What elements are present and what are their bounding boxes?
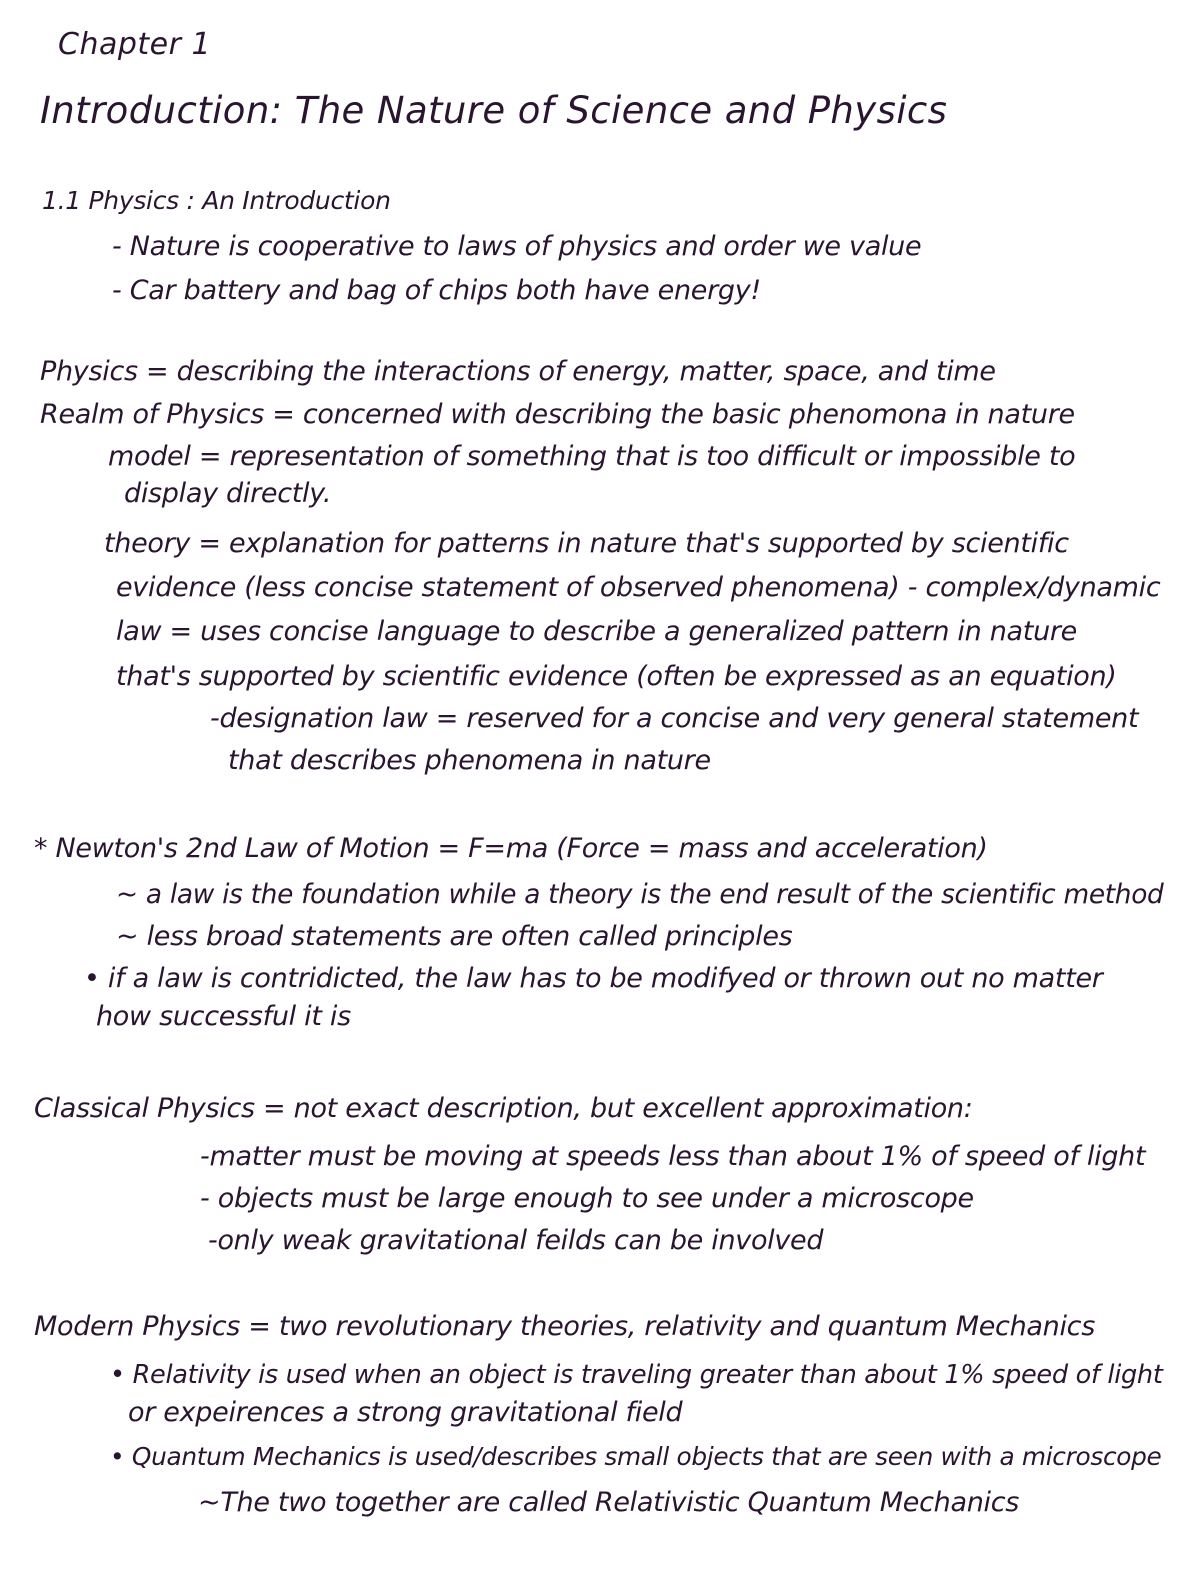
list-item: -matter must be moving at speeds less than about 1% of speed of light [200, 1141, 1146, 1172]
list-item: - Car battery and bag of chips both have energy! [112, 275, 761, 306]
definition-realm: Realm of Physics = concerned with describing the basic phenomona in nature [40, 399, 1075, 430]
classical-physics: Classical Physics = not exact description, but excellent approximation: [34, 1093, 973, 1124]
modern-physics: Modern Physics = two revolutionary theories, relativity and quantum Mechanics [34, 1311, 1095, 1342]
definition-designation: -designation law = reserved for a concise and very general statement [210, 703, 1139, 734]
definition-model: model = representation of something that is too difficult or impossible to [108, 441, 1076, 472]
list-item: - objects must be large enough to see under a microscope [200, 1183, 974, 1214]
definition-physics: Physics = describing the interactions of energy, matter, space, and time [40, 356, 996, 387]
list-item-cont: how successful it is [96, 1001, 351, 1032]
list-item: - Nature is cooperative to laws of physics and order we value [112, 231, 922, 262]
definition-law: law = uses concise language to describe a generalized pattern in nature [116, 616, 1077, 647]
list-item: • Quantum Mechanics is used/describes small objects that are seen with a microscope [110, 1442, 1162, 1471]
newton-law: * Newton's 2nd Law of Motion = F=ma (Force = mass and acceleration) [34, 833, 988, 864]
list-item: -only weak gravitational feilds can be involved [208, 1225, 824, 1256]
page-title: Introduction: The Nature of Science and Physics [40, 89, 948, 132]
list-item: ~The two together are called Relativistic Quantum Mechanics [198, 1487, 1020, 1518]
section-heading: 1.1 Physics : An Introduction [42, 186, 391, 215]
list-item-cont: or expeirences a strong gravitational field [128, 1397, 683, 1428]
definition-theory: theory = explanation for patterns in nature that's supported by scientific [104, 528, 1069, 559]
definition-law-cont: that's supported by scientific evidence (often be expressed as an equation) [116, 661, 1117, 692]
list-item: ~ a law is the foundation while a theory is the end result of the scientific method [116, 880, 1164, 910]
list-item: • Relativity is used when an object is traveling greater than about 1% speed of light [110, 1360, 1163, 1390]
definition-theory-cont: evidence (less concise statement of observed phenomena) - complex/dynamic [116, 572, 1161, 603]
definition-designation-cont: that describes phenomena in nature [228, 745, 711, 776]
list-item: ~ less broad statements are often called principles [116, 921, 793, 952]
chapter-label: Chapter 1 [58, 27, 212, 62]
list-item: • if a law is contridicted, the law has to be modifyed or thrown out no matter [84, 963, 1103, 994]
definition-model-cont: display directly. [124, 478, 332, 509]
